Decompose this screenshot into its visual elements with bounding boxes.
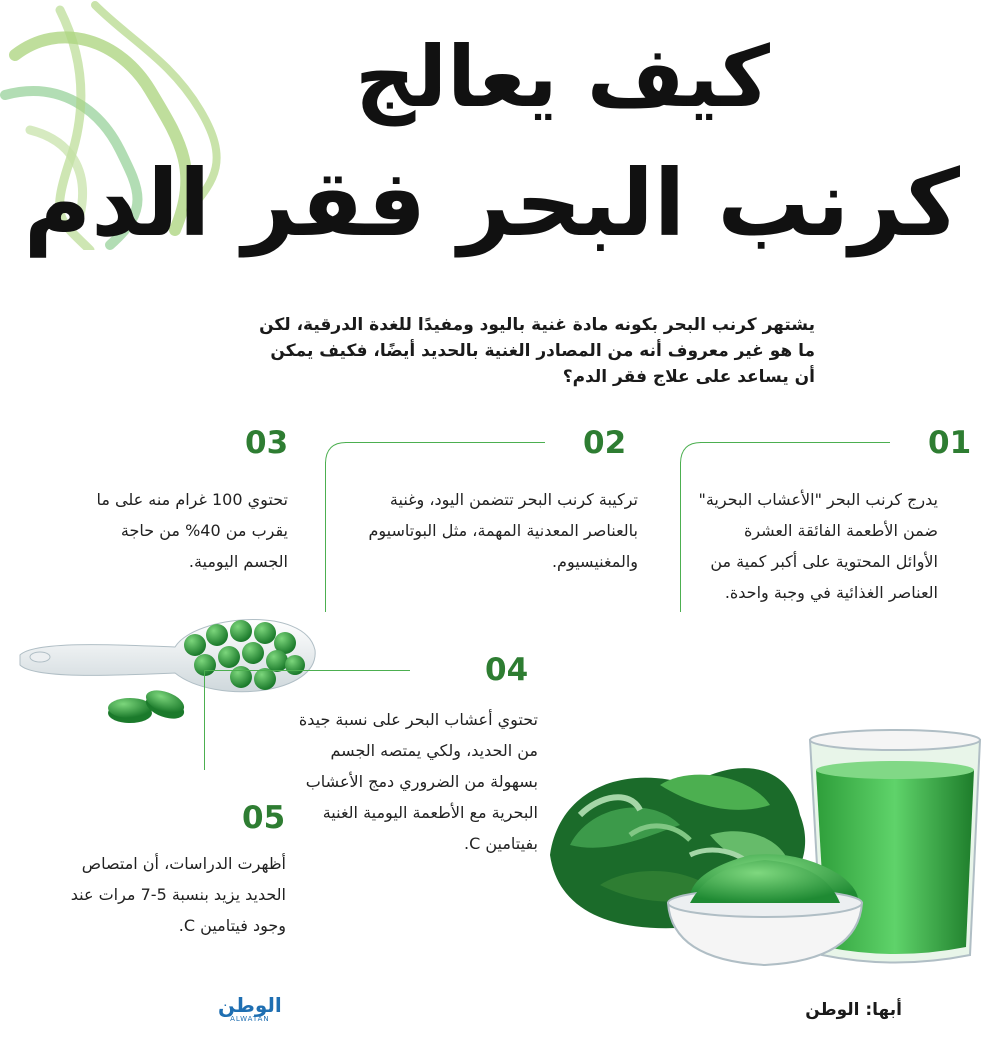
page-title-line-2: كرنب البحر فقر الدم [23,150,960,257]
page-title-line-1: كيف يعالج [355,28,770,126]
seaweed-juice-bowl-illustration [540,725,990,970]
point-number-05: 05 [242,800,286,836]
logo-english-text: ALWATAN [230,1015,270,1023]
alwatan-logo [218,995,282,1023]
divider-corner [325,442,347,464]
divider [325,462,326,612]
point-text-03: تحتوي 100 غرام منه على ما يقرب من 40% من حاجة الجسم اليومية. [96,490,288,571]
point-text-05: أظهرت الدراسات، أن امتصاص الحديد يزيد بنسبة 5-7 مرات عند وجود فيتامين C. [70,854,286,935]
divider [345,442,545,443]
point-text-01: يدرج كرنب البحر "الأعشاب البحرية" ضمن الأطعمة الفائقة العشرة الأوائل المحتوية على أكبر كمية من العناصر الغذائية في وجبة واحدة. [698,490,938,602]
divider-corner [680,442,702,464]
logo-arabic-text: الوطن [218,993,282,1017]
spoon-with-green-pills-illustration [15,595,325,735]
point-number-02: 02 [583,425,627,461]
source-credit: أبها: الوطن [805,1000,902,1020]
divider [205,670,410,671]
point-text-04: تحتوي أعشاب البحر على نسبة جيدة من الحديد، ولكي يمتصه الجسم بسهولة من الضروري دمج الأعشاب البحرية مع الأطعمة اليومية الغنية بفيتامين C. [298,710,538,853]
intro-paragraph: يشتهر كرنب البحر بكونه مادة غنية باليود ومفيدًا للغدة الدرقية، لكن ما هو غير معروف أنه من المصادر الغنية بالحديد أيضًا، فكيف يمكن أن يساعد على علاج فقر الدم؟ [259,315,815,387]
point-number-04: 04 [485,652,529,688]
divider [680,462,681,612]
point-number-03: 03 [245,425,289,461]
divider [204,670,205,770]
point-number-01: 01 [928,425,972,461]
point-text-02: تركيبة كرنب البحر تتضمن اليود، وغنية بالعناصر المعدنية المهمة، مثل البوتاسيوم والمغنيسيوم. [368,490,638,571]
divider [700,442,890,443]
